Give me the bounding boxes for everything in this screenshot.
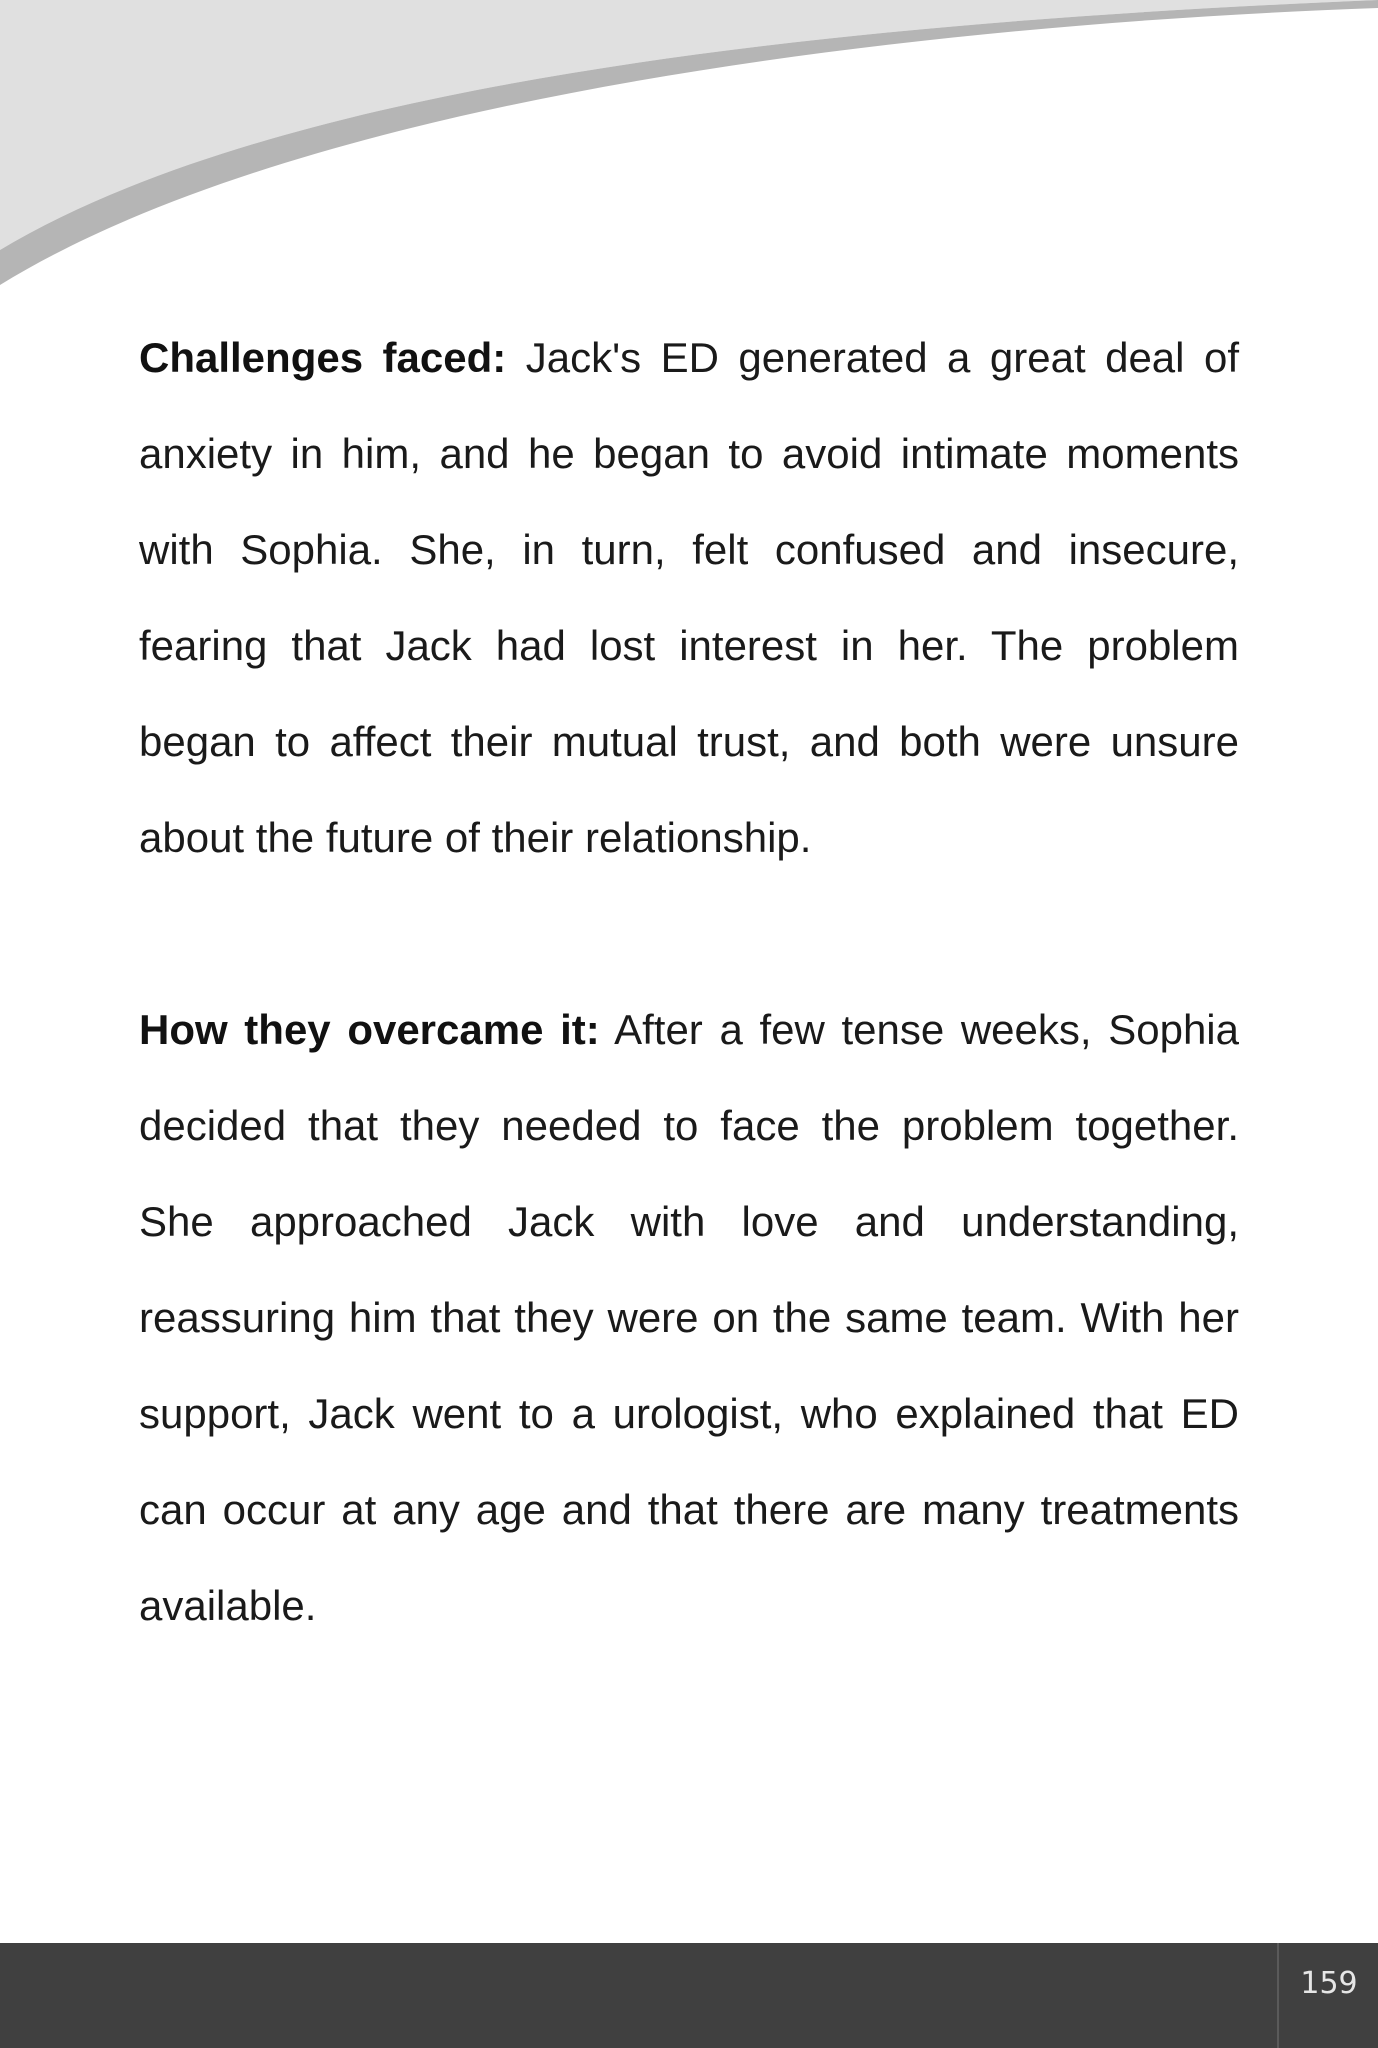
paragraph-overcame (139, 982, 1239, 1654)
footer-divider (1277, 1943, 1279, 2048)
text-challenges-faced: Jack's ED generated a great deal of anxiety in him, and he began to avoid intimate moments with Sophia. She, in turn, felt confused and insecure, fearing that Jack had lost interest in her. The problem began to affect their mutual trust, and both were unsure about the future of their relationship. (139, 334, 1239, 861)
footer-bar (0, 1943, 1378, 2048)
heading-how-they-overcame: How they overcame it: (139, 1006, 600, 1053)
page-body (139, 310, 1239, 1750)
text-how-they-overcame: After a few tense weeks, Sophia decided that they needed to face the problem together. She approached Jack with love and understanding, reassuring him that they were on the same team. With her support, Jack went to a urologist, who explained that ED can occur at any age and that there are many treatments available. (139, 1006, 1239, 1629)
swoosh-light-fill (0, 0, 1378, 250)
heading-challenges-faced: Challenges faced: (139, 334, 507, 381)
paragraph-challenges (139, 310, 1239, 886)
page-number: 159 (1300, 1966, 1358, 2001)
header-swoosh-decoration (0, 0, 1378, 300)
